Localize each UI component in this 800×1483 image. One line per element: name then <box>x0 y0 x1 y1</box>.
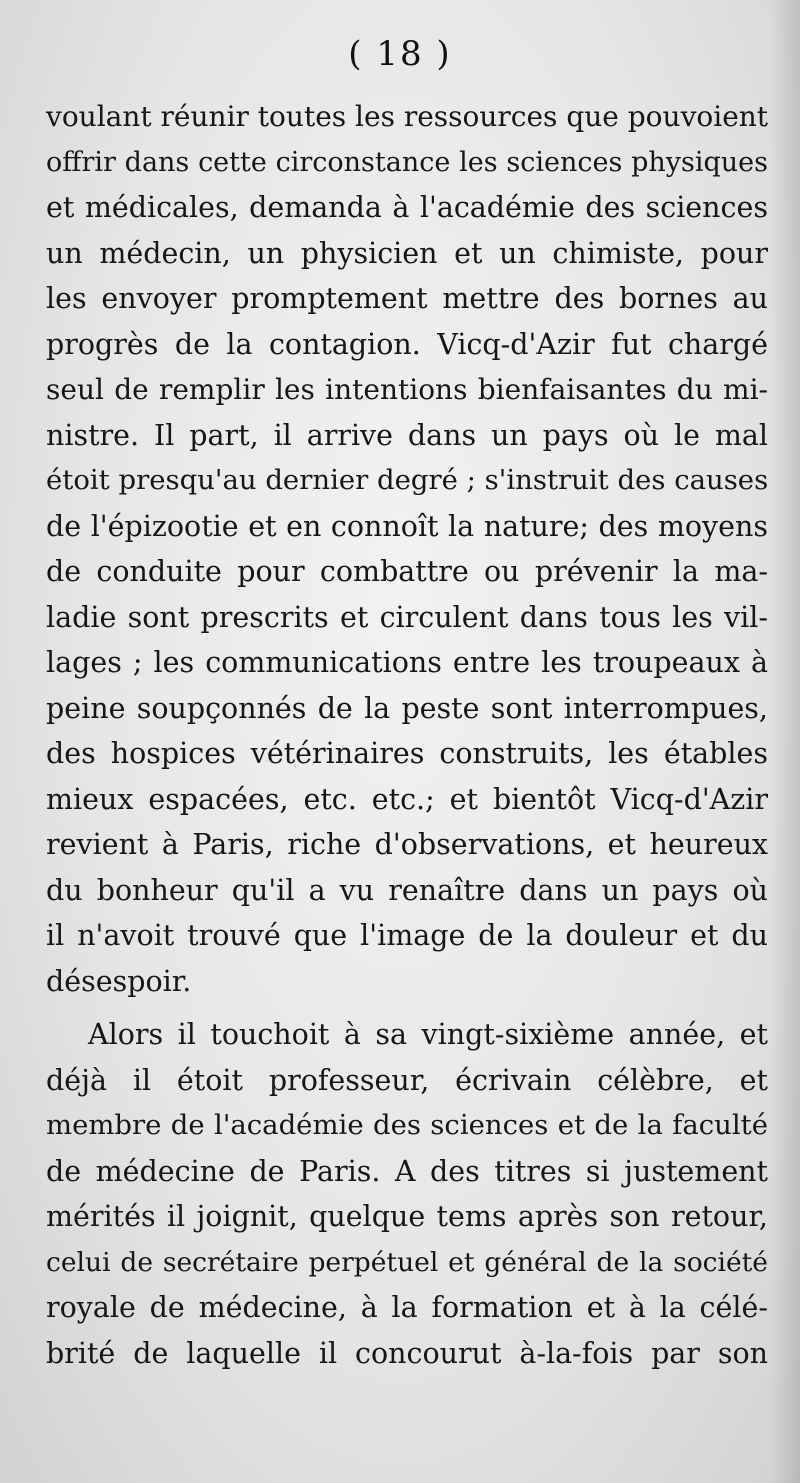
text-line: royale de médecine, à la formation et à la célé- <box>46 1291 768 1324</box>
text-line: de l'épizootie et en connoît la nature; des moyens <box>46 509 768 543</box>
page-number: ( 18 ) <box>348 34 452 74</box>
text-line: de médecine de Paris. A des titres si justement <box>46 1154 768 1188</box>
text-line: membre de l'académie des sciences et de la faculté <box>46 1109 768 1141</box>
body-text <box>46 94 768 1376</box>
text-line: mieux espacées, etc. etc.; et bientôt Vicq-d'Azir <box>46 782 768 816</box>
text-line: offrir dans cette circonstance les sciences physiques <box>46 146 768 178</box>
text-line: ladie sont prescrits et circulent dans tous les vil- <box>46 600 768 634</box>
text-line: mérités il joignit, quelque tems après son retour, <box>46 1200 768 1233</box>
paragraph-gap <box>46 1004 768 1012</box>
text-line: voulant réunir toutes les ressources que pouvoient <box>46 100 769 133</box>
text-line: lages ; les communications entre les troupeaux à <box>46 646 768 679</box>
text-line: seul de remplir les intentions bienfaisantes du mi- <box>46 373 768 406</box>
text-line: nistre. Il part, il arrive dans un pays où le mal <box>46 418 768 452</box>
text-line: les envoyer promptement mettre des bornes au <box>46 282 768 315</box>
text-line: du bonheur qu'il a vu renaître dans un pays où <box>46 873 768 907</box>
text-line: revient à Paris, riche d'observations, et heureux <box>46 828 768 861</box>
text-line: des hospices vétérinaires construits, les étables <box>46 737 768 770</box>
text-line: de conduite pour combattre ou prévenir la ma- <box>46 555 768 588</box>
text-line: Alors il touchoit à sa vingt-sixième année, et <box>88 1018 768 1051</box>
text-line: un médecin, un physicien et un chimiste, pour <box>46 236 768 270</box>
text-line: progrès de la contagion. Vicq-d'Azir fut chargé <box>46 327 768 361</box>
text-line: il n'avoit trouvé que l'image de la douleur et du <box>46 919 768 952</box>
text-line: peine soupçonnés de la peste sont interrompues, <box>46 691 768 725</box>
paragraph-1 <box>46 94 768 1004</box>
text-line: celui de secrétaire perpétuel et général de la société <box>46 1246 768 1278</box>
text-line: étoit presqu'au dernier degré ; s'instruit des causes <box>46 464 769 496</box>
paragraph-2 <box>46 1012 768 1376</box>
text-line: et médicales, demanda à l'académie des sciences <box>46 191 768 224</box>
text-line: désespoir. <box>46 964 192 998</box>
text-line: déjà il étoit professeur, écrivain célèbre, et <box>46 1063 768 1097</box>
text-line: brité de laquelle il concourut à-la-fois par son <box>46 1336 768 1370</box>
